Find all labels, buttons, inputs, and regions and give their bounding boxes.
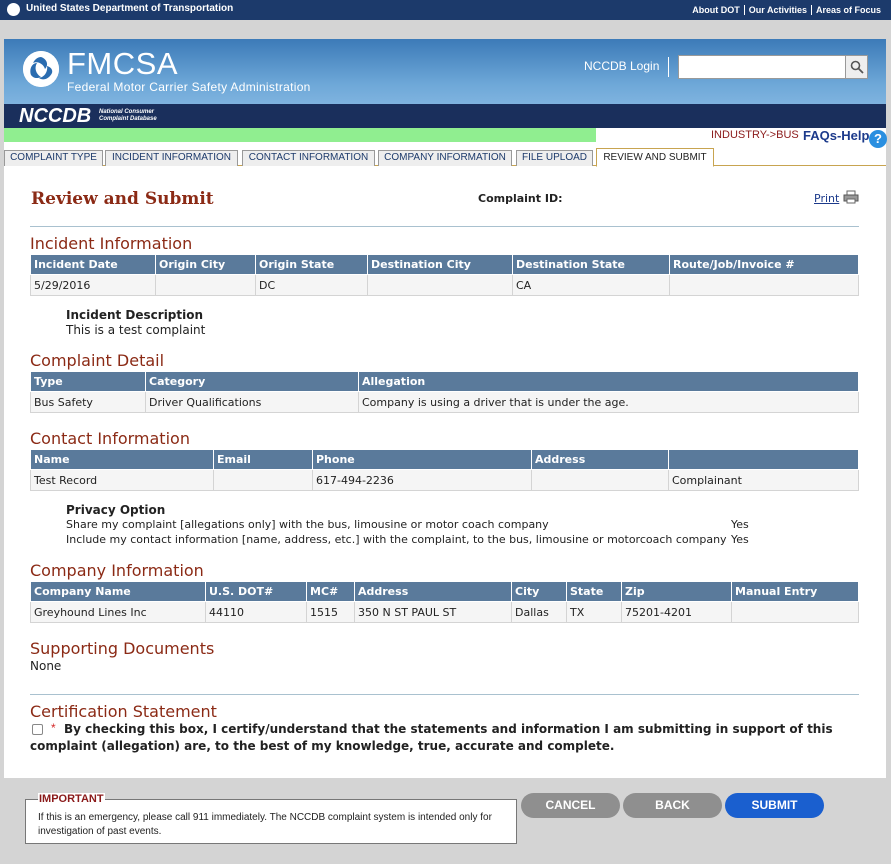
areas-of-focus-link[interactable]: Areas of Focus	[811, 5, 885, 15]
certification-text: By checking this box, I certify/understand that the statements and information I am submitting in support of this complaint (allegation) are, to the best of my knowledge, true, accurate and complete.	[30, 722, 833, 753]
column-header: Allegation	[359, 372, 859, 392]
nccdb-login-link[interactable]: NCCDB Login	[584, 59, 660, 73]
complaint-id-label: Complaint ID:	[478, 192, 563, 205]
fmcsa-header	[4, 39, 886, 104]
table-header-row	[31, 450, 859, 470]
privacy-share-complaint: Share my complaint [allegations only] with the bus, limousine or motor coach company	[66, 518, 549, 531]
search-icon	[850, 60, 864, 74]
table-row	[31, 470, 859, 491]
dot-seal-icon	[7, 3, 20, 16]
column-header: Type	[31, 372, 146, 392]
incident-description-label: Incident Description	[66, 308, 204, 322]
table-cell	[214, 470, 313, 491]
nccdb-logo[interactable]: NCCDB	[19, 105, 92, 127]
progress-bar	[4, 128, 596, 142]
submit-button[interactable]: SUBMIT	[725, 793, 824, 818]
breadcrumb: INDUSTRY->BUS	[711, 129, 799, 141]
nccdb-bar	[4, 104, 886, 128]
table-cell: CA	[513, 275, 670, 296]
help-icon[interactable]: ?	[869, 130, 887, 148]
column-header: Destination State	[513, 255, 670, 275]
our-activities-link[interactable]: Our Activities	[744, 5, 811, 15]
column-header: U.S. DOT#	[206, 582, 307, 602]
important-legend: IMPORTANT	[39, 793, 104, 805]
column-header	[669, 450, 859, 470]
search-button[interactable]	[845, 55, 868, 79]
column-header: Phone	[313, 450, 532, 470]
printer-icon[interactable]	[843, 190, 859, 204]
table-cell: 44110	[206, 602, 307, 623]
table-cell: Driver Qualifications	[146, 392, 359, 413]
table-cell	[532, 470, 669, 491]
table-header-row	[31, 372, 859, 392]
table-cell: Bus Safety	[31, 392, 146, 413]
table-cell: Company is using a driver that is under the age.	[359, 392, 859, 413]
column-header: Category	[146, 372, 359, 392]
privacy-share-complaint-value: Yes	[731, 518, 749, 531]
column-header: Name	[31, 450, 214, 470]
required-mark: *	[51, 721, 56, 735]
search-input[interactable]	[678, 55, 846, 79]
table-header-row	[31, 582, 859, 602]
table-cell: Test Record	[31, 470, 214, 491]
column-header: Route/Job/Invoice #	[670, 255, 859, 275]
table-cell	[732, 602, 859, 623]
certification-heading: Certification Statement	[30, 702, 217, 721]
tab-complaint-type[interactable]: COMPLAINT TYPE	[4, 150, 103, 166]
table-cell: 5/29/2016	[31, 275, 156, 296]
dot-links	[688, 5, 885, 15]
page-title: Review and Submit	[31, 189, 214, 209]
table-cell	[156, 275, 256, 296]
supporting-documents-heading: Supporting Documents	[30, 639, 215, 658]
contact-information-heading: Contact Information	[30, 429, 190, 448]
incident-information-heading: Incident Information	[30, 234, 193, 253]
table-cell: 617-494-2236	[313, 470, 532, 491]
column-header: Destination City	[368, 255, 513, 275]
faqs-help-link[interactable]: FAQs-Help	[803, 128, 870, 143]
table-row	[31, 602, 859, 623]
tab-incident-information[interactable]: INCIDENT INFORMATION	[105, 150, 238, 166]
column-header: Incident Date	[31, 255, 156, 275]
divider	[30, 694, 859, 695]
table-cell: DC	[256, 275, 368, 296]
table-cell: Greyhound Lines Inc	[31, 602, 206, 623]
important-notice-text: If this is an emergency, please call 911 immediately. The NCCDB complaint system is intended only for investigation of past events.	[38, 812, 492, 837]
table-row	[31, 275, 859, 296]
company-table	[30, 581, 859, 623]
dot-org-name[interactable]: United States Department of Transportation	[26, 3, 234, 14]
incident-table	[30, 254, 859, 296]
tab-file-upload[interactable]: FILE UPLOAD	[516, 150, 593, 166]
table-cell: Complainant	[669, 470, 859, 491]
column-header: Origin State	[256, 255, 368, 275]
table-cell: 350 N ST PAUL ST	[355, 602, 512, 623]
tab-contact-information[interactable]: CONTACT INFORMATION	[242, 150, 375, 166]
column-header: City	[512, 582, 567, 602]
column-header: Company Name	[31, 582, 206, 602]
table-cell: Dallas	[512, 602, 567, 623]
fmcsa-logo-text: FMCSA	[67, 46, 178, 81]
about-dot-link[interactable]: About DOT	[692, 5, 740, 15]
complaint-detail-table	[30, 371, 859, 413]
table-row	[31, 392, 859, 413]
step-tabs	[4, 148, 886, 166]
column-header: Address	[532, 450, 669, 470]
back-button[interactable]: BACK	[623, 793, 722, 818]
privacy-include-contact: Include my contact information [name, address, etc.] with the complaint, to the bus, limousine or motorcoach company	[66, 533, 727, 546]
print-link[interactable]: Print	[814, 192, 840, 205]
fmcsa-subtitle: Federal Motor Carrier Safety Administration	[67, 80, 311, 94]
divider	[30, 226, 859, 227]
table-cell	[368, 275, 513, 296]
certification-checkbox[interactable]	[32, 724, 43, 735]
tab-review-and-submit[interactable]: REVIEW AND SUBMIT	[596, 148, 714, 167]
column-header: State	[567, 582, 622, 602]
dot-bar	[0, 0, 891, 20]
privacy-include-contact-value: Yes	[731, 533, 749, 546]
table-header-row	[31, 255, 859, 275]
nccdb-logo-subtitle: National Consumer Complaint Database	[99, 109, 157, 122]
tab-company-information[interactable]: COMPANY INFORMATION	[378, 150, 512, 166]
cancel-button[interactable]: CANCEL	[521, 793, 620, 818]
table-cell: 75201-4201	[622, 602, 732, 623]
privacy-option-label: Privacy Option	[66, 503, 166, 517]
table-cell: TX	[567, 602, 622, 623]
column-header: Origin City	[156, 255, 256, 275]
supporting-documents-value: None	[30, 659, 62, 673]
column-header: Address	[355, 582, 512, 602]
fmcsa-logo-icon[interactable]	[23, 51, 59, 87]
column-header: Email	[214, 450, 313, 470]
contact-table	[30, 449, 859, 491]
company-information-heading: Company Information	[30, 561, 204, 580]
complaint-detail-heading: Complaint Detail	[30, 351, 165, 370]
column-header: Manual Entry	[732, 582, 859, 602]
table-cell	[670, 275, 859, 296]
incident-description-value: This is a test complaint	[66, 323, 206, 337]
table-cell: 1515	[307, 602, 355, 623]
column-header: Zip	[622, 582, 732, 602]
column-header: MC#	[307, 582, 355, 602]
header-divider	[668, 57, 669, 77]
